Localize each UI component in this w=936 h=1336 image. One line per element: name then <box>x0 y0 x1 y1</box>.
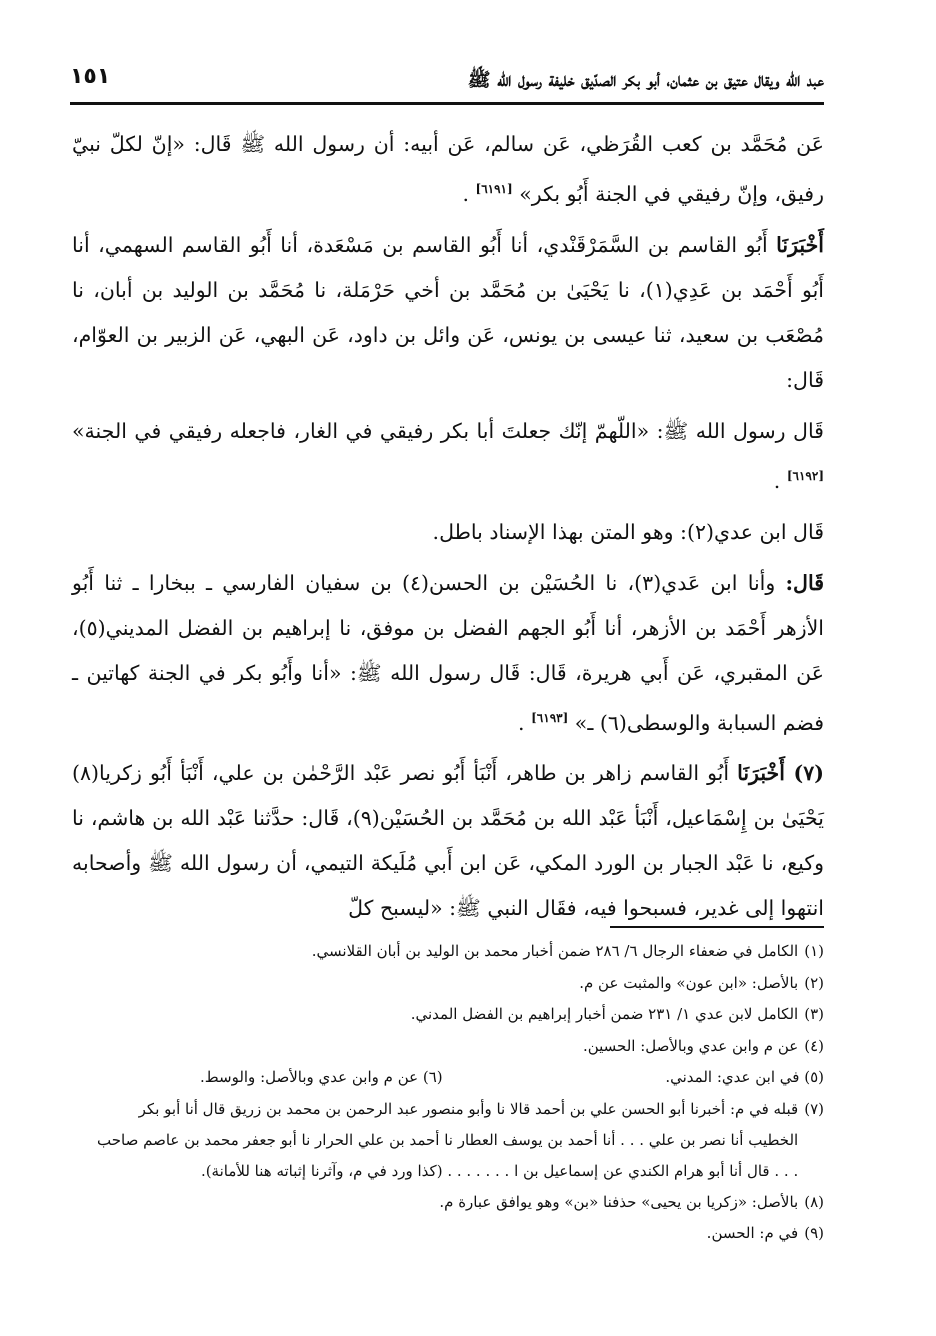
footnote-5 <box>665 1062 824 1094</box>
paragraph-5 <box>72 561 824 746</box>
footnote-number: (١) <box>804 942 824 960</box>
footnote-number: (٧) <box>804 1099 824 1118</box>
hadith-number: [٦١٩٣] <box>531 710 569 725</box>
paragraph-text: قَال ابن عدي(٢): وهو المتن بهذا الإسناد باطل. <box>432 519 824 544</box>
footnote-6 <box>200 1062 443 1094</box>
paragraph-3 <box>72 409 824 504</box>
paragraph-lead: أَخْبَرَنَا <box>776 232 824 257</box>
paragraph-tail: . <box>462 181 469 206</box>
paragraph-1 <box>72 122 824 217</box>
paragraph-text: قَال رسول الله ﷺ: «اللّهمّ إنّك جعلتَ أبا بكر رفيقي في الغار، فاجعله رفيقي في الجنة» <box>72 418 824 443</box>
footnote-text: الكامل في ضعفاء الرجال ٦/ ٢٨٦ ضمن أخبار محمد بن الوليد بن أبان القلانسي. <box>311 942 799 960</box>
footnote-5-6 <box>90 1062 824 1094</box>
paragraph-6 <box>72 751 824 931</box>
paragraph-text: عَن مُحَمَّد بن كعب القُرَظي، عَن سالم، عَن أبيه: أن رسول الله ﷺ قَال: «إنّ لكلّ نبيّ رفيق، وإنّ رفيقي في الجنة أَبُو بكر» <box>72 132 824 206</box>
footnote-9 <box>90 1218 824 1250</box>
footnote-text: الكامل لابن عدي ١/ ٢٣١ ضمن أخبار إبراهيم بن الفضل المدني. <box>410 1005 799 1023</box>
paragraph-tail: . <box>518 710 525 735</box>
footnote-1 <box>90 936 824 968</box>
footnote-divider <box>610 926 824 928</box>
running-title: عبد الله ويقال عتيق بن عثمان، أبو بكر الصدّيق خليفة رسول الله ﷺ <box>467 69 824 91</box>
footnote-text: بالأصل: «ابن عون» والمثبت عن م. <box>579 973 799 992</box>
paragraph-lead: قَال: <box>785 570 824 595</box>
footnote-number: (٦) <box>422 1068 443 1086</box>
footnotes <box>90 936 824 1250</box>
paragraph-4 <box>72 510 824 555</box>
paragraph-text: أَبُو القاسم بن السَّمَرْقَنْدي، أنا أَبُو القاسم بن مَسْعَدة، أنا أَبُو القاسم السهمي، أنا أَبُو أَحْمَد بن عَدِي(١)، نا يَحْيَىٰ بن مُحَمَّد بن أخي حَرْمَلة، نا مُحَمَّد بن الوليد بن أبان، نا مُصْعَب بن سعيد، ثنا عيسى بن يونس، عَن وائل بن داود، عَن البهي، عَن الزبير بن العوّام، قَال: <box>72 232 824 392</box>
hadith-number: [٦١٩٢] <box>786 468 824 483</box>
footnote-text: عن م وابن عدي وبالأصل: الحسين. <box>582 1036 799 1055</box>
paragraph-text: وأنا ابن عَدي(٣)، نا الحُسَيْن بن الحسن(٤) بن سفيان الفارسي ـ ببخارا ـ ثنا أَبُو الأزهر أَحْمَد بن الأزهر، أنا أَبُو الجهم الفضل بن موفق، نا إبراهيم بن الفضل المديني(٥)، عَن المقبري، عَن أَبي هريرة، قَال: قَال رسول الله ﷺ: «أنا وأَبُو بكر في الجنة كهاتين ـ فضم السبابة والوسطى(٦) ـ» <box>72 570 824 735</box>
footnote-3 <box>90 999 824 1031</box>
running-header <box>70 62 824 105</box>
footnote-number: (٢) <box>804 973 824 992</box>
footnote-text: قبله في م: أخبرنا أبو الحسن علي بن أحمد قالا نا وأبو منصور عبد الرحمن بن محمد بن زريق قال أنا أبو بكر الخطيب أنا نصر بن علي . . . أنا أحمد بن يوسف العطار نا أحمد بن علي الحرار نا أبو جعفر محمد بن عاصم صاحب . . . قال أنا أبو هرام الكندي عن إسماعيل بن ا . . . . . . . (كذا ورد في م، وآثرنا إثباته هنا للأمانة). <box>97 1099 799 1180</box>
footnote-text: في م: الحسن. <box>706 1224 799 1242</box>
footnote-number: (٩) <box>804 1224 824 1242</box>
footnote-text: في ابن عدي: المدني. <box>665 1068 800 1086</box>
footnote-4 <box>90 1031 824 1063</box>
footnote-number: (٣) <box>804 1005 824 1023</box>
footnote-8 <box>90 1187 824 1219</box>
paragraph-lead: (٧) أَخْبَرَنَا <box>737 761 824 786</box>
footnote-text: عن م وابن عدي وبالأصل: والوسط. <box>200 1068 419 1086</box>
footnote-2 <box>90 968 824 1000</box>
paragraph-text: أَبُو القاسم زاهر بن طاهر، أَنْبَأ أَبُو نصر عَبْد الرَّحْمٰن بن علي، أَنْبَأ أَبُو زكريا(٨) يَحْيَىٰ بن إِسْمَاعيل، أَنْبَأ عَبْد الله بن مُحَمَّد بن الحُسَيْن(٩)، قَال: حدَّثنا عَبْد الله بن هاشم، نا وكيع، نا عَبْد الجبار بن الورد المكي، عَن ابن أَبي مُلَيكة التيمي، أن رسول الله ﷺ وأصحابه انتهوا إلى غدير، فسبحوا فيه، فقَال النبي ﷺ: «ليسبح كلّ <box>72 761 824 921</box>
footnote-number: (٥) <box>804 1068 824 1086</box>
main-text <box>72 122 824 937</box>
footnote-number: (٤) <box>804 1036 824 1055</box>
paragraph-tail: . <box>773 468 781 493</box>
footnote-number: (٨) <box>804 1192 824 1211</box>
paragraph-2 <box>72 223 824 403</box>
page-number: ١٥١ <box>70 64 111 89</box>
hadith-number: [٦١٩١] <box>475 182 513 196</box>
footnote-7 <box>90 1094 824 1187</box>
footnote-text: بالأصل: «زكريا بن يحيى» حذفنا «بن» وهو يوافق عبارة م. <box>439 1192 799 1211</box>
